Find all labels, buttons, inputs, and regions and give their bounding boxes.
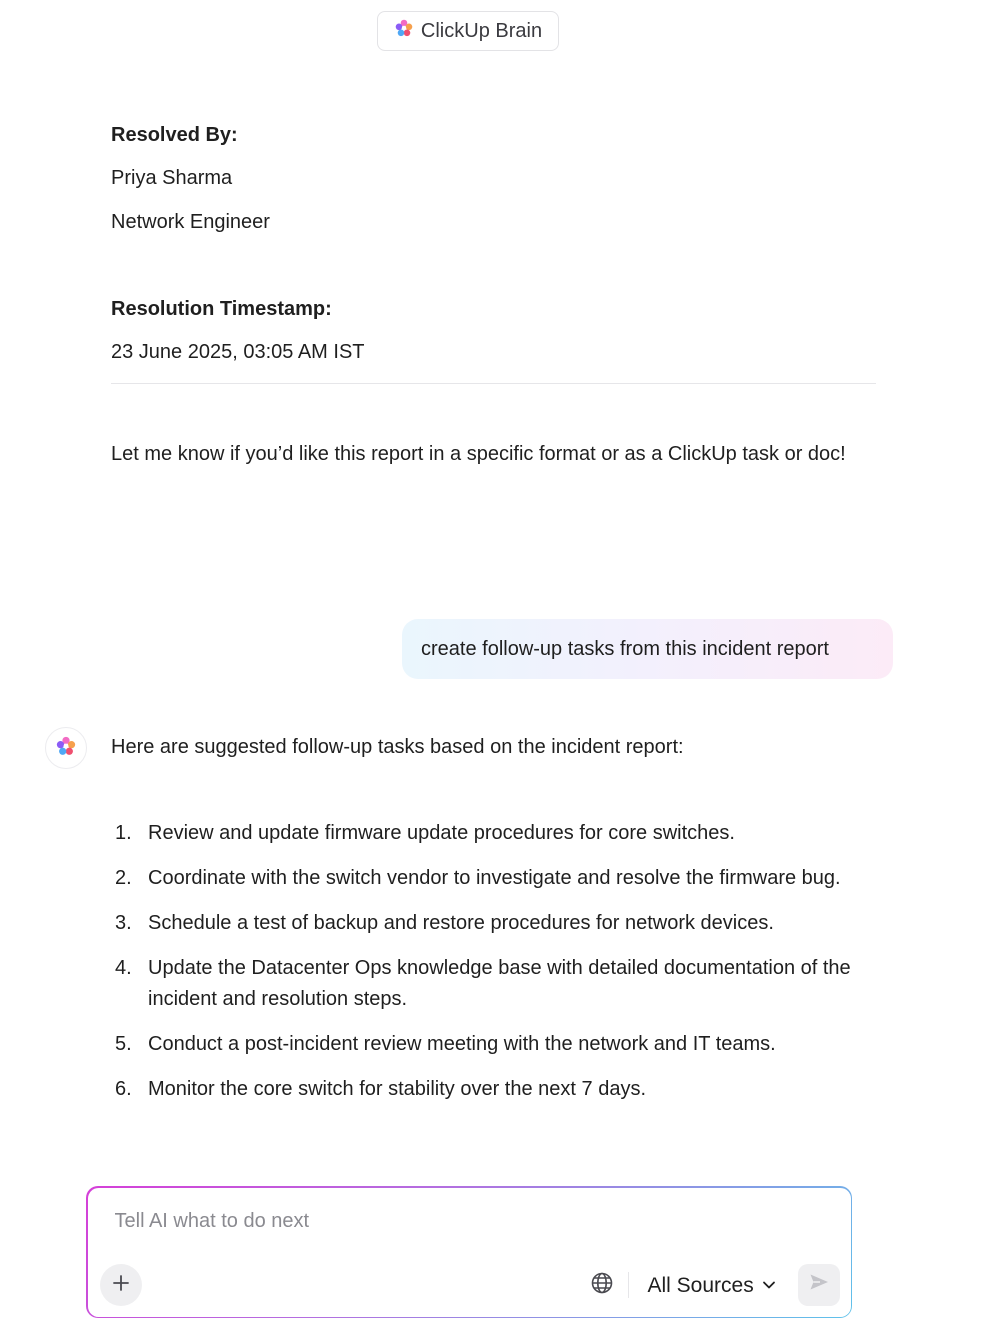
- plus-icon: [112, 1274, 130, 1295]
- list-item: [111, 1074, 881, 1105]
- add-attachment-button[interactable]: [100, 1264, 142, 1306]
- follow-up-task-list: [111, 818, 881, 1119]
- resolver-role: Network Engineer: [111, 211, 270, 233]
- sources-label: All Sources: [647, 1273, 754, 1297]
- ai-avatar: [45, 727, 87, 769]
- resolution-timestamp-label: Resolution Timestamp:: [111, 298, 332, 320]
- list-item: [111, 908, 881, 939]
- globe-icon: [590, 1271, 614, 1300]
- send-button[interactable]: [798, 1264, 840, 1306]
- task-text: Schedule a test of backup and restore procedures for network devices.: [148, 912, 774, 934]
- resolver-name: Priya Sharma: [111, 167, 233, 189]
- send-icon: [808, 1271, 830, 1298]
- web-search-toggle[interactable]: [588, 1272, 616, 1300]
- resolution-timestamp: 23 June 2025, 03:05 AM IST: [111, 341, 365, 363]
- task-number: 5.: [115, 1033, 132, 1055]
- task-text: Review and update firmware update procedures for core switches.: [148, 822, 735, 844]
- clickup-brain-header[interactable]: [377, 11, 559, 51]
- clickup-brain-logo-icon: [394, 18, 414, 44]
- resolved-by-label: Resolved By:: [111, 124, 238, 146]
- task-number: 1.: [115, 822, 132, 844]
- task-number: 4.: [115, 957, 132, 979]
- chevron-down-icon: [762, 1274, 776, 1298]
- ai-response-intro: Here are suggested follow-up tasks based on the incident report:: [111, 736, 684, 758]
- task-text: Coordinate with the switch vendor to investigate and resolve the firmware bug.: [148, 867, 841, 889]
- list-item: [111, 1029, 881, 1060]
- user-message-text: create follow-up tasks from this incident report: [421, 637, 829, 660]
- composer-body: [88, 1188, 851, 1317]
- ai-composer: [86, 1186, 852, 1318]
- task-text: Conduct a post-incident review meeting with the network and IT teams.: [148, 1033, 776, 1055]
- task-text: Monitor the core switch for stability over the next 7 days.: [148, 1078, 646, 1100]
- list-item: [111, 863, 881, 894]
- list-item: [111, 953, 881, 1015]
- sources-dropdown[interactable]: [648, 1272, 776, 1300]
- task-text: Update the Datacenter Ops knowledge base with detailed documentation of the incident and resolution steps.: [148, 957, 851, 1010]
- task-number: 3.: [115, 912, 132, 934]
- section-divider: [111, 383, 876, 384]
- task-number: 6.: [115, 1078, 132, 1100]
- clickup-brain-avatar-icon: [55, 735, 77, 762]
- assistant-note: Let me know if you’d like this report in a specific format or as a ClickUp task or doc!: [111, 443, 846, 465]
- task-number: 2.: [115, 867, 132, 889]
- header-title: ClickUp Brain: [420, 19, 543, 42]
- toolbar-divider: [628, 1272, 629, 1298]
- prompt-input[interactable]: [115, 1210, 815, 1233]
- list-item: [111, 818, 881, 849]
- user-message-bubble: [402, 619, 893, 679]
